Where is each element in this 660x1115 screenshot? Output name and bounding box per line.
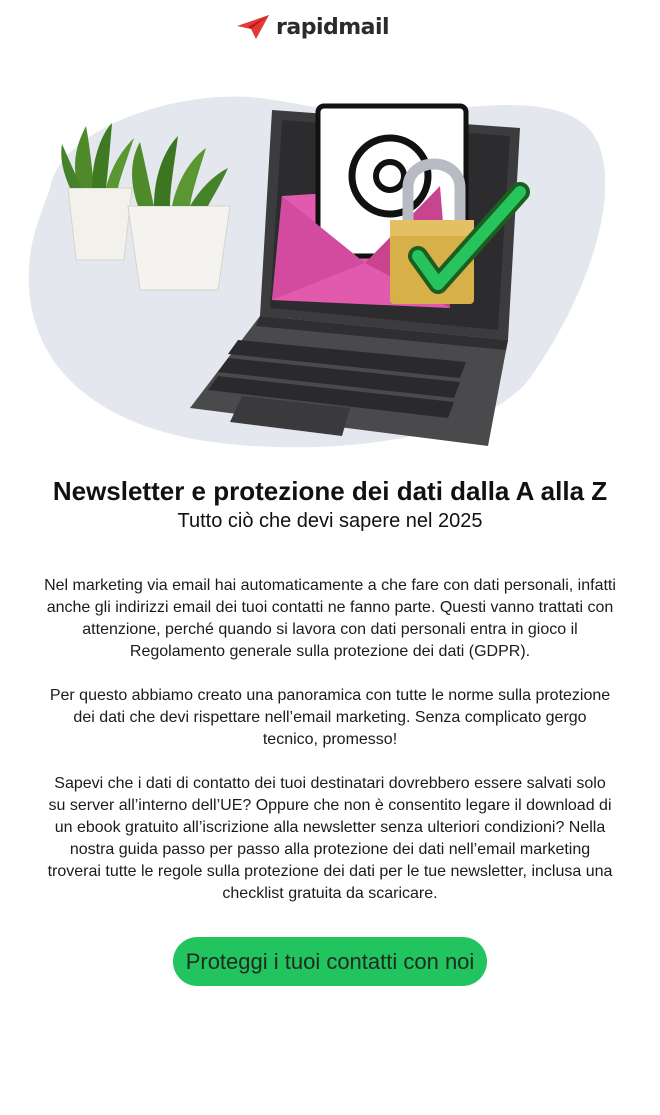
paragraph-overview: Per questo abbiamo creato una panoramica con tutte le norme sulla protezione dei dati che devi rispettare nell’email marketing. Senza complicato gergo tecnico, promesso!: [49, 687, 611, 748]
subheadline: Tutto ciò che devi sapere nel 2025: [177, 510, 483, 532]
hero-illustration: [20, 78, 640, 453]
headline: Newsletter e protezione dei dati dalla A alla Z: [52, 476, 608, 506]
paragraph-details: Sapevi che i dati di contatto dei tuoi destinatari dovrebbero essere salvati solo su server all’interno dell’UE? Oppure che non è consentito legare il download di un ebook gratuito all’iscrizione alla newsletter senza ulteriori condizioni? Nella nostra guida passo per passo alla protezione dei dati nell’email marketing troverai tutte le regole sulla protezione dei dati per le tue newsletter, inclusa una checklist gratuita da scaricare.: [47, 775, 613, 902]
paragraph-intro: Nel marketing via email hai automaticamente a che fare con dati personali, infatti anche gli indirizzi email dei tuoi contatti ne fanno parte. Questi vanno trattati con attenzione, perché quando si lavora con dati personali entra in gioco il Regolamento generale sulla protezione dei dati (GDPR).: [44, 577, 616, 660]
cta-button[interactable]: Proteggi i tuoi contatti con noi: [173, 937, 487, 986]
brand-name: rapidmail: [276, 14, 390, 40]
brand-logo[interactable]: [236, 14, 389, 40]
paper-plane-icon: [236, 14, 270, 40]
